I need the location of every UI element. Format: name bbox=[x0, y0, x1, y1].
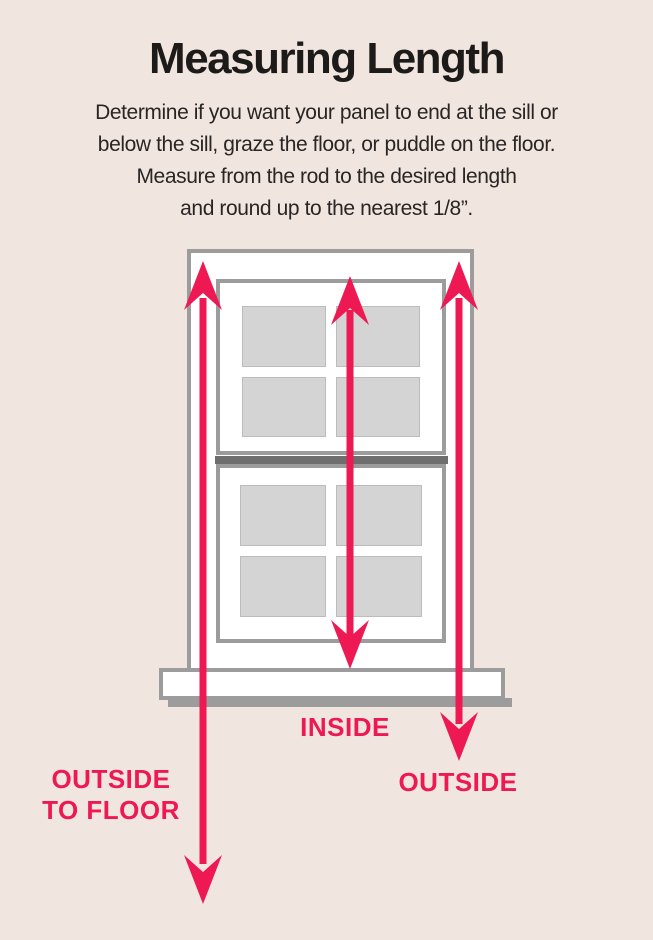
outside-label: OUTSIDE bbox=[398, 767, 518, 797]
page-title: Measuring Length bbox=[149, 34, 504, 83]
inside-label: INSIDE bbox=[300, 712, 390, 742]
description-line: below the sill, graze the floor, or puddle on the floor. bbox=[97, 133, 556, 156]
outside-to-floor-label bbox=[11, 764, 211, 826]
outside-to-floor-label-line2: TO FLOOR bbox=[42, 795, 180, 825]
inside-arrow-icon bbox=[331, 276, 369, 669]
description-line: Measure from the rod to the desired length bbox=[136, 165, 517, 188]
outside-arrow-icon bbox=[440, 261, 478, 761]
description-line: and round up to the nearest 1/8”. bbox=[180, 197, 473, 220]
description-line: Determine if you want your panel to end at the sill or bbox=[95, 101, 558, 124]
outside-to-floor-label-line1: OUTSIDE bbox=[51, 764, 171, 794]
